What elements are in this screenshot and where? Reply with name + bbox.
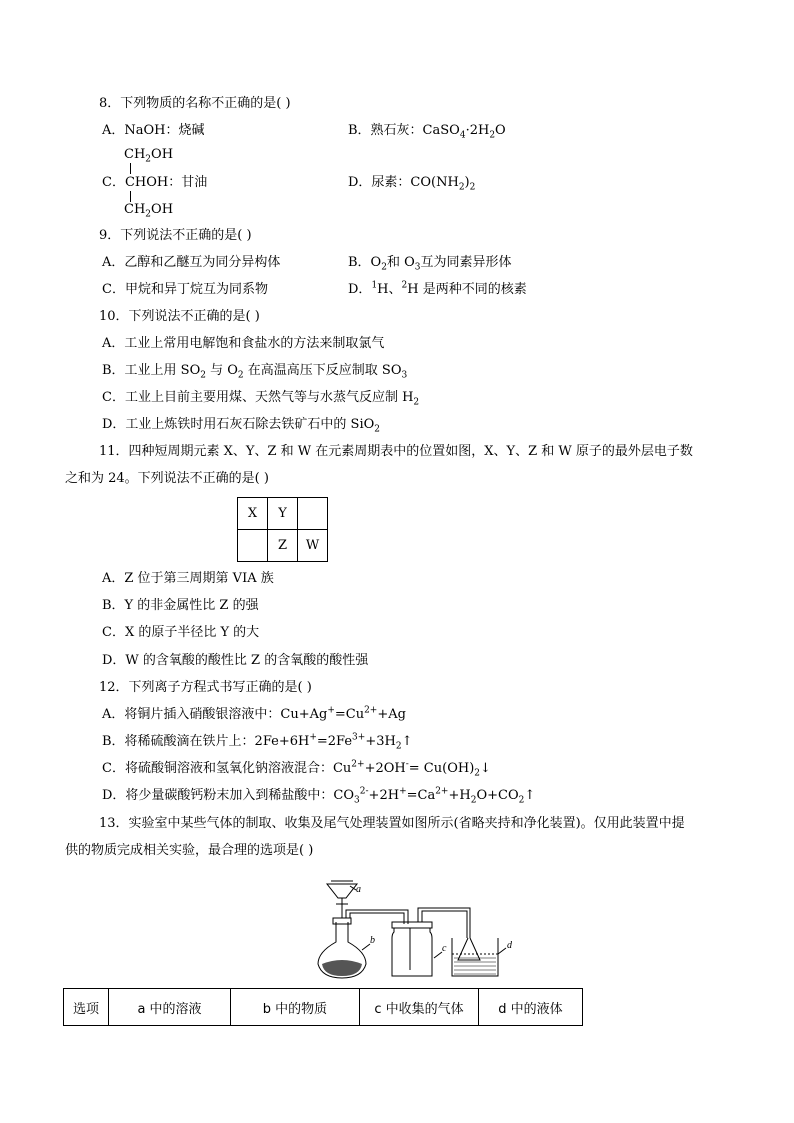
q13-stem-line2: 供的物质完成相关实验，最合理的选项是( ) <box>65 843 314 858</box>
grid-cell: X <box>238 498 268 530</box>
periodic-table-grid <box>237 497 328 562</box>
label-c: c <box>442 943 447 954</box>
q10-stem: 10．下列说法不正确的是( ) <box>99 309 260 324</box>
grid-cell <box>298 498 328 530</box>
outlet-tube <box>418 908 470 938</box>
q11-option-a: A．Z 位于第三周期第 VIA 族 <box>102 571 274 586</box>
label-pointer-d <box>498 948 506 954</box>
label-pointer-c <box>434 952 442 958</box>
q13-stem-line1: 13．实验室中某些气体的制取、收集及尾气处理装置如图所示(省略夹持和净化装置)。仅用此装置中提 <box>99 816 685 831</box>
q12-option-a: A．将铜片插入硝酸银溶液中：$Cu+Ag^+=Cu^{2+}+Ag$ <box>102 705 406 722</box>
q8-option-a: A．NaOH：烧碱 <box>102 123 205 138</box>
glycerol-bottom-group: $CH_2OH$ <box>124 202 174 220</box>
label-a: a <box>356 884 361 895</box>
gas-collection-bottle <box>392 928 432 976</box>
outlet-tube <box>422 911 467 938</box>
q8-option-c: C．CHOH：甘油 <box>102 175 208 190</box>
lab-apparatus-diagram <box>300 872 530 980</box>
table-header-row <box>64 989 583 1026</box>
table-header: c 中收集的气体 <box>360 989 479 1026</box>
q11-stem-line2: 之和为 24。下列说法不正确的是( ) <box>65 471 269 486</box>
grid-cell <box>238 530 268 562</box>
bottle-stopper <box>392 922 432 928</box>
grid-cell: W <box>298 530 328 562</box>
q8-option-d: D．尿素：$CO(NH_2)_2$ <box>348 175 476 193</box>
grid-cell: Y <box>268 498 298 530</box>
label-b: b <box>370 935 375 946</box>
q9-option-c: C．甲烷和异丁烷互为同系物 <box>102 282 268 297</box>
glycerol-top-group: $CH_2OH$ <box>124 147 174 165</box>
q8-option-b: B．熟石灰：$CaSO_4\cdot 2H_2O$ <box>348 123 506 141</box>
table-header: b 中的物质 <box>231 989 360 1026</box>
q10-option-a: A．工业上常用电解饱和食盐水的方法来制取氯气 <box>102 336 385 351</box>
q11-option-c: C．X 的原子半径比 Y 的大 <box>102 625 260 640</box>
bond-line <box>130 163 131 174</box>
q9-option-b: B．$O_2$和 $O_3$互为同素异形体 <box>348 255 512 273</box>
separatory-funnel <box>327 884 357 898</box>
label-d: d <box>507 940 512 951</box>
table-header: d 中的液体 <box>479 989 583 1026</box>
q11-option-d: D．W 的含氧酸的酸性比 Z 的含氧酸的酸性强 <box>102 653 369 668</box>
q9-stem: 9．下列说法不正确的是( ) <box>99 228 252 243</box>
inverted-funnel <box>458 938 480 960</box>
table-header: a 中的溶液 <box>109 989 231 1026</box>
q12-option-b: B．将稀硫酸滴在铁片上：$2Fe+6H^+=2Fe^{3+}+3H_2↑$ <box>102 732 413 752</box>
q10-option-d: D．工业上炼铁时用石灰石除去铁矿石中的 SiO$_2$ <box>102 417 381 435</box>
grid-cell: Z <box>268 530 298 562</box>
q12-option-d: D．将少量碳酸钙粉末加入到稀盐酸中：$CO_3^{2-}+2H^+=Ca^{2+}+H_2O+CO_2↑$ <box>102 786 536 806</box>
q10-option-c: C．工业上目前主要用煤、天然气等与水蒸气反应制 $H_2$ <box>102 390 420 408</box>
q13-options-table <box>63 988 583 1026</box>
table-header: 选项 <box>64 989 109 1026</box>
q12-stem: 12．下列离子方程式书写正确的是( ) <box>99 680 312 695</box>
q8-stem: 8．下列物质的名称不正确的是( ) <box>99 96 291 111</box>
q9-option-d: D．$^1$H、$^2$H 是两种不同的核素 <box>348 280 527 297</box>
q11-stem-line1: 11．四种短周期元素 X、Y、Z 和 W 在元素周期表中的位置如图，X、Y、Z 和 W 原子的最外层电子数 <box>99 444 693 459</box>
q12-option-c: C．将硫酸铜溶液和氢氧化钠溶液混合：$Cu^{2+}+2OH^-=$ $Cu(OH)_2↓$ <box>102 759 491 779</box>
q10-option-b: B．工业上用 $SO_2$ 与 $O_2$ 在高温高压下反应制取 $SO_3$ <box>102 363 408 381</box>
label-pointer-b <box>362 944 370 950</box>
q9-option-a: A．乙醇和乙醚互为同分异构体 <box>102 255 281 270</box>
flask-contents <box>322 960 362 976</box>
q11-option-b: B．Y 的非金属性比 Z 的强 <box>102 598 259 613</box>
